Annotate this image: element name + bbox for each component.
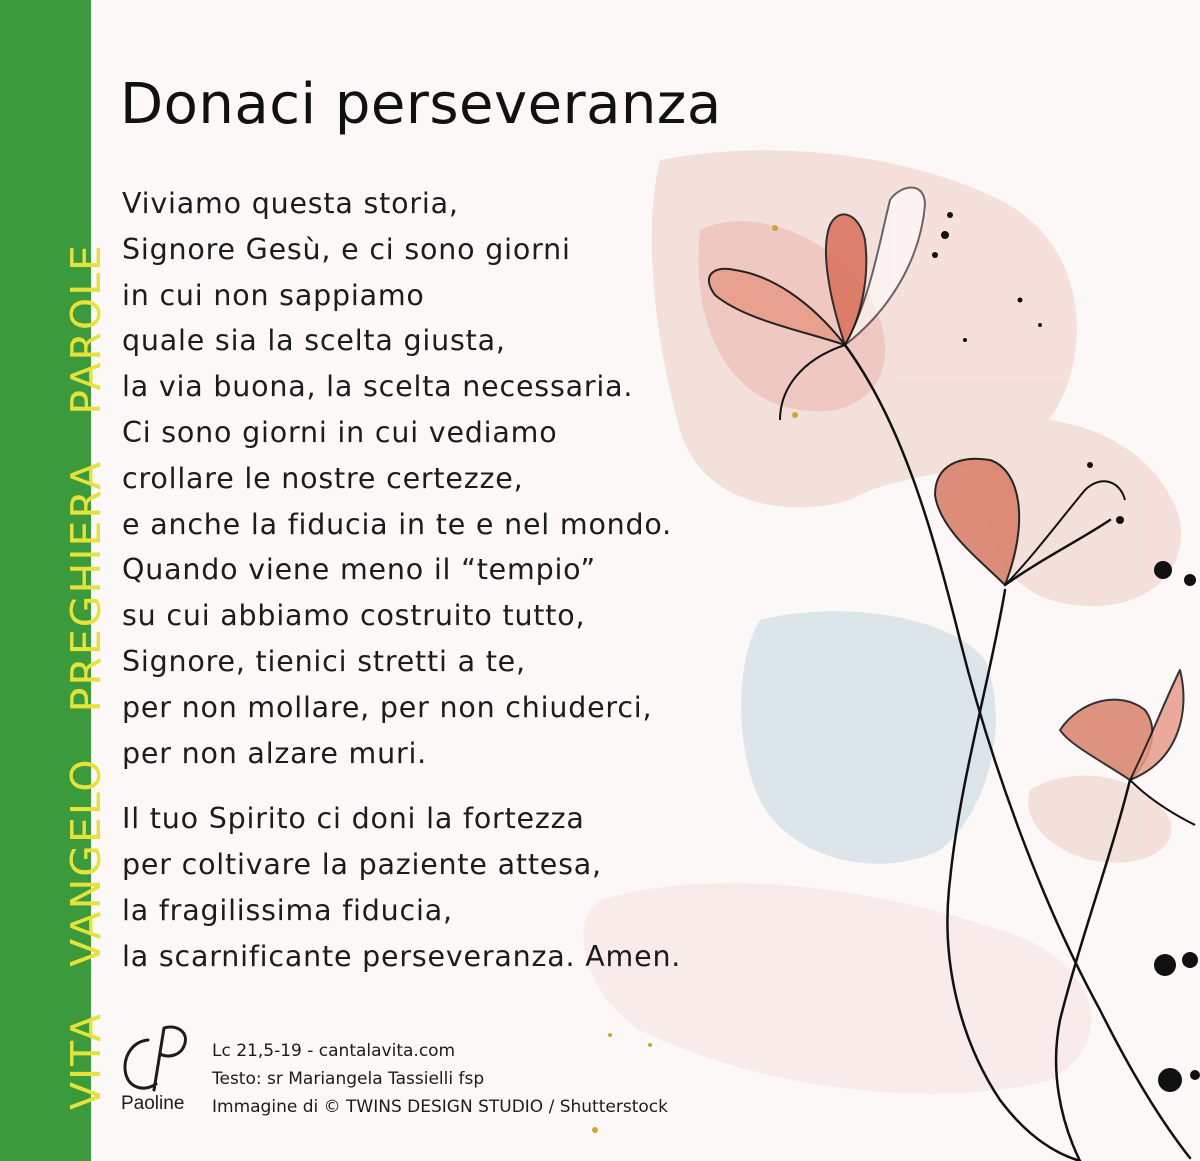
sidebar-vertical-words (62, 213, 110, 1110)
poem-line: per coltivare la paziente attesa, (122, 848, 602, 882)
poem-body (122, 181, 681, 980)
poem-line: quale sia la scelta giusta, (122, 324, 506, 358)
sidebar-word-parole: PAROLE (62, 243, 110, 415)
poem-stanza (122, 181, 681, 776)
poem-line: Viviamo questa storia, (122, 187, 459, 220)
sidebar-word-vita: VITA (62, 1011, 110, 1110)
sidebar-band (0, 0, 110, 1161)
poem-line: e anche la fiducia in te e nel mondo. (122, 507, 673, 541)
sidebar-word-vangelo: VANGELO (62, 757, 110, 967)
poem-line: Ci sono giorni in cui vediamo (122, 415, 558, 449)
logo-label: Paoline (121, 1093, 185, 1114)
poem-line: Il tuo Spirito ci doni la fortezza (122, 802, 585, 836)
poem-line: in cui non sappiamo (122, 278, 425, 312)
poem-line: la scarnificante perseveranza. Amen. (122, 939, 682, 973)
credits-block (212, 1037, 668, 1121)
poem-line: per non alzare muri. (122, 736, 428, 770)
poem-line: la via buona, la scelta necessaria. (122, 370, 634, 404)
poem-line: crollare le nostre certezze, (122, 461, 524, 495)
poem-line: Signore, tienici stretti a te, (122, 644, 526, 678)
credit-image: Immagine di © TWINS DESIGN STUDIO / Shutterstock (212, 1097, 668, 1117)
poem-line: Signore Gesù, e ci sono giorni (122, 232, 571, 266)
page-title: Donaci perseveranza (120, 72, 722, 137)
credit-text-author: Testo: sr Mariangela Tassielli fsp (212, 1069, 485, 1089)
poem-line: Quando viene meno il “tempio” (122, 553, 596, 587)
credit-reference: Lc 21,5-19 - cantalavita.com (212, 1041, 456, 1061)
poem-line: per non mollare, per non chiuderci, (122, 690, 653, 724)
poem-line: la fragilissima fiducia, (122, 893, 453, 927)
poem-stanza (122, 796, 681, 979)
poem-line: su cui abbiamo costruito tutto, (122, 599, 586, 633)
sidebar-word-preghiera: PREGHIERA (62, 459, 110, 713)
